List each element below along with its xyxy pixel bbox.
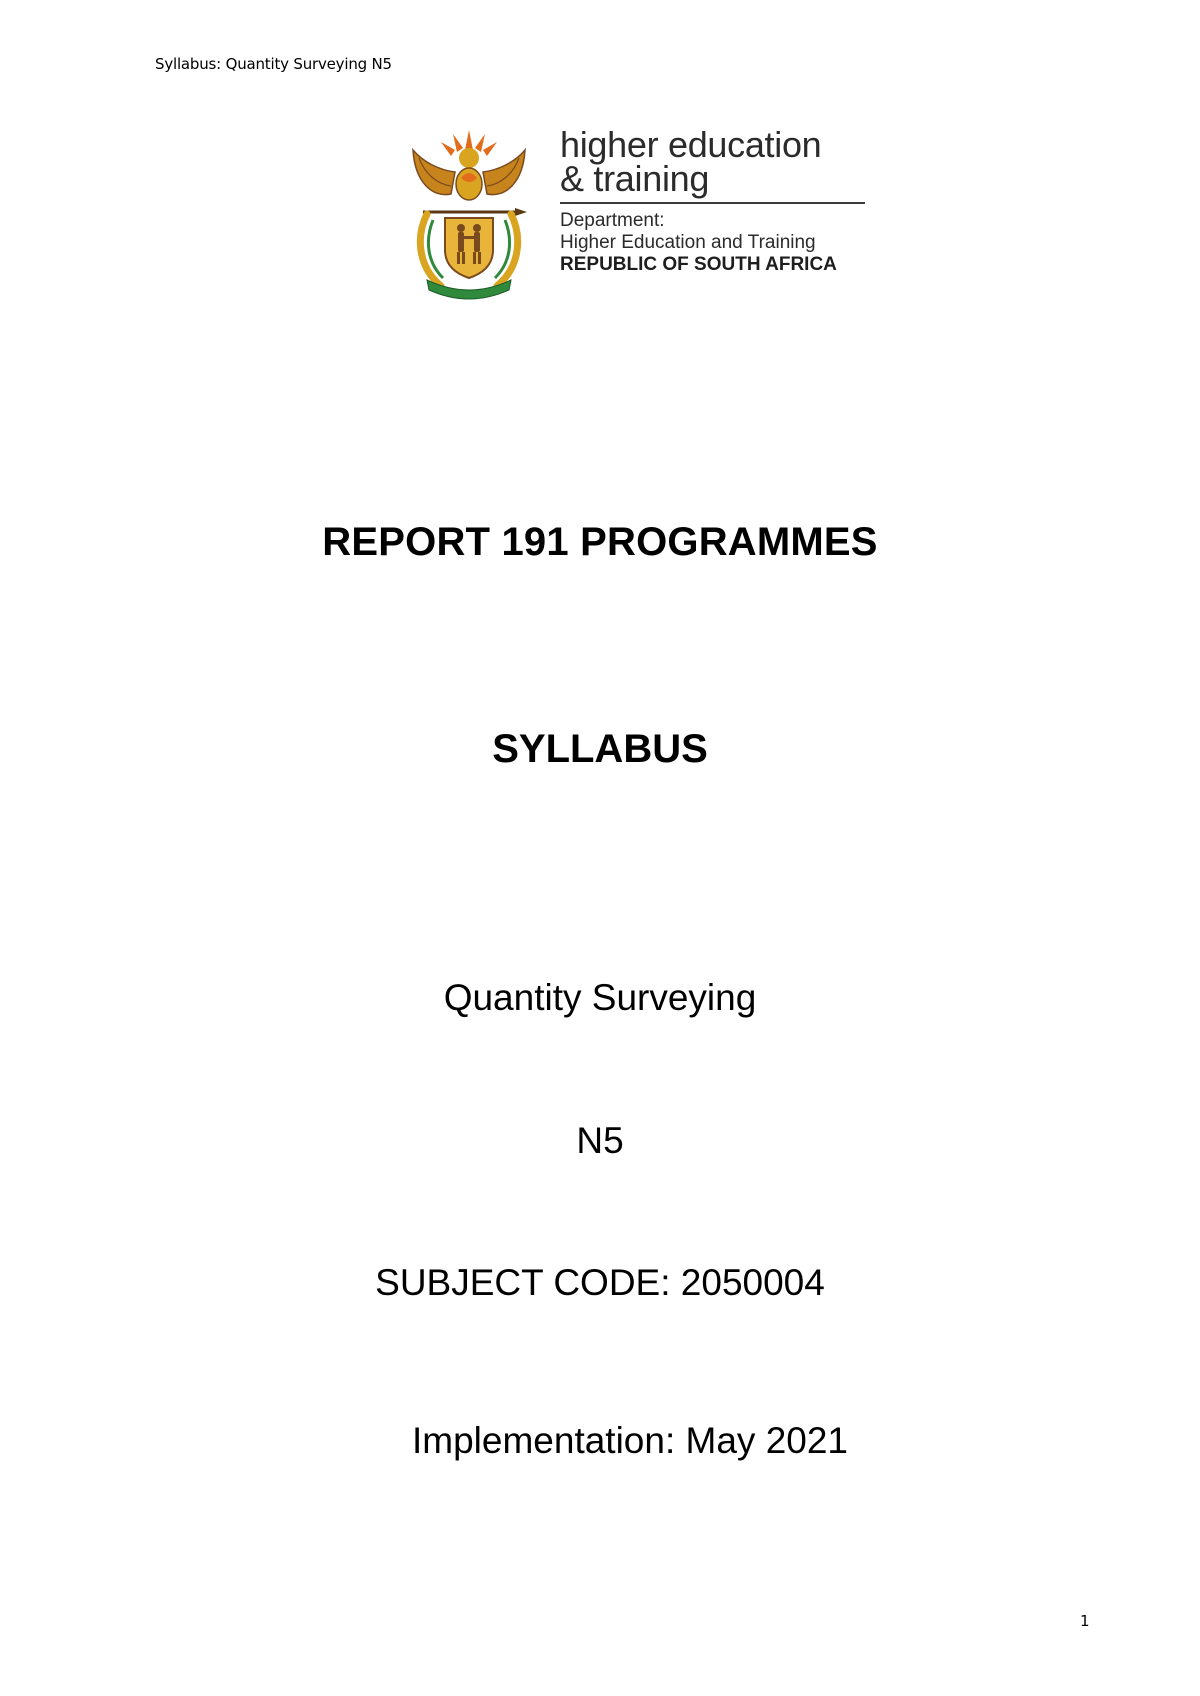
document-type: SYLLABUS (492, 727, 708, 771)
subject-level: N5 (576, 1120, 624, 1161)
country-name: REPUBLIC OF SOUTH AFRICA (560, 254, 837, 275)
department-name: Higher Education and Training (560, 232, 816, 253)
report-title: REPORT 191 PROGRAMMES (322, 520, 878, 564)
coat-of-arms-icon (405, 128, 533, 300)
department-logo (405, 124, 875, 303)
implementation-date: Implementation: May 2021 (411, 1420, 848, 1461)
running-header: Syllabus: Quantity Surveying N5 (155, 55, 392, 73)
brand-title-line2: & training (560, 158, 710, 199)
department-label: Department: (560, 210, 665, 231)
brand-title-line1: higher education (560, 124, 822, 165)
department-wordmark (560, 124, 872, 276)
brand-divider (560, 202, 865, 204)
subject-name: Quantity Surveying (443, 977, 757, 1018)
subject-code: SUBJECT CODE: 2050004 (375, 1262, 825, 1303)
page-number: 1 (1080, 1612, 1090, 1630)
